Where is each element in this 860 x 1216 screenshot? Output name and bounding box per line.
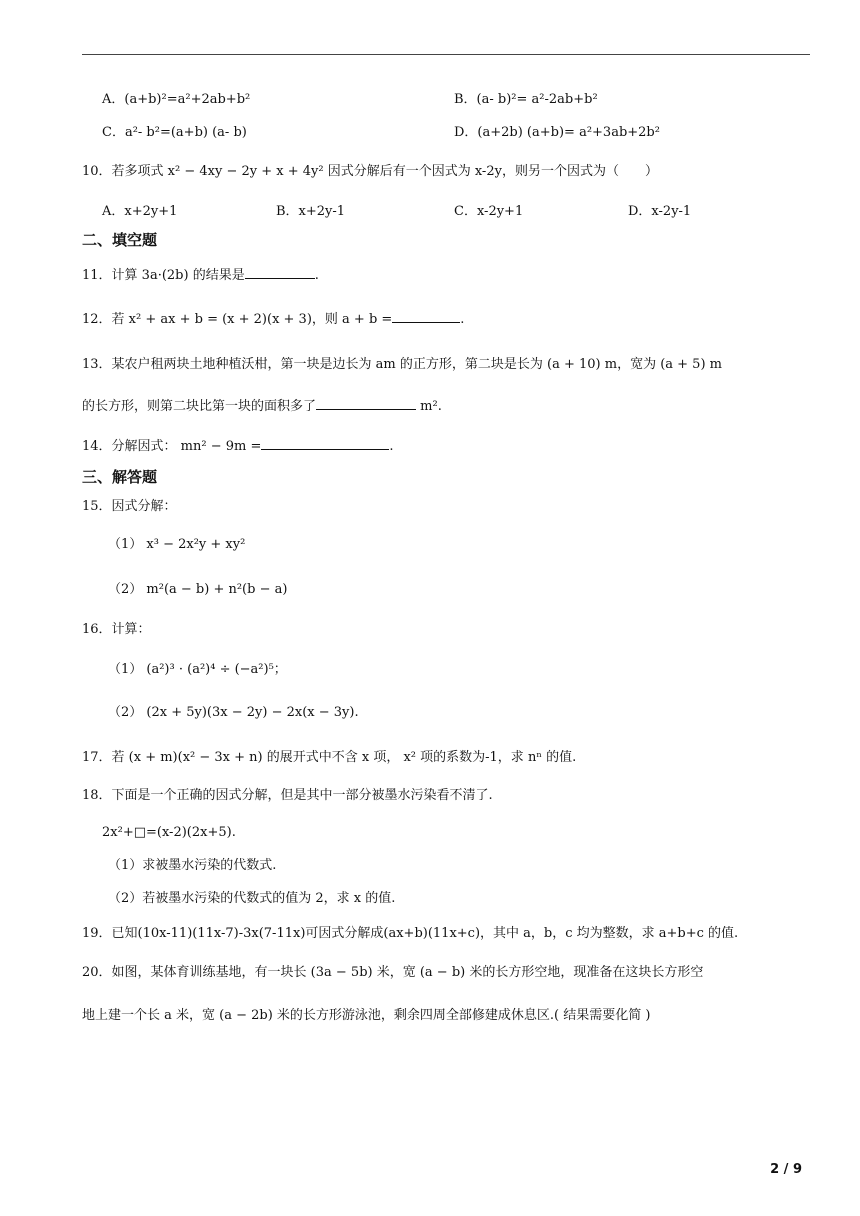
- q10-option-c: C．x-2y+1: [454, 204, 524, 219]
- section-heading-fill-in: 二、填空题: [82, 231, 158, 249]
- header-rule: [82, 54, 810, 55]
- q20-question-line2: 地上建一个长 a 米，宽 (a − 2b) 米的长方形游泳池，剩余四周全部修建成休息区.( 结果需要化简 ): [82, 1008, 651, 1023]
- q19-question: 19．已知(10x-11)(11x-7)-3x(7-11x)可因式分解成(ax+b)(11x+c)，其中 a，b，c 均为整数，求 a+b+c 的值.: [82, 926, 739, 941]
- q14-question: 14．分解因式： mn² − 9m = .: [82, 435, 394, 457]
- q10-option-b: B．x+2y-1: [276, 204, 346, 219]
- section-heading-solve: 三、解答题: [82, 468, 158, 486]
- q20-question-line1: 20．如图，某体育训练基地，有一块长 (3a − 5b) 米，宽 (a − b) 米的长方形空地，现准备在这块长方形空: [82, 965, 704, 980]
- q13-unit: m².: [420, 399, 442, 414]
- q12-answer-blank: [392, 308, 460, 323]
- q9-option-d: D．(a+2b) (a+b)= a²+3ab+2b²: [454, 125, 660, 140]
- q10-question: 10．若多项式 x² − 4xy − 2y + x + 4y² 因式分解后有一个因式为 x-2y，则另一个因式为（ ）: [82, 164, 658, 179]
- q10-option-d: D．x-2y-1: [628, 204, 692, 219]
- q18-equation: 2x²+□=(x-2)(2x+5).: [102, 825, 236, 840]
- q13-answer-blank: [316, 395, 416, 410]
- q18-part2: （2）若被墨水污染的代数式的值为 2，求 x 的值.: [108, 891, 396, 906]
- q15-part2: （2） m²(a − b) + n²(b − a): [108, 582, 288, 597]
- q11-question: 11．计算 3a·(2b) 的结果是 .: [82, 264, 319, 286]
- q13-question-line1: 13．某农户租两块土地种植沃柑，第一块是边长为 am 的正方形，第二块是长为 (a + 10) m，宽为 (a + 5) m: [82, 357, 722, 372]
- q17-question: 17．若 (x + m)(x² − 3x + n) 的展开式中不含 x 项， x² 项的系数为-1，求 nⁿ 的值.: [82, 750, 577, 765]
- q13-question-line2: [82, 395, 442, 417]
- q9-option-c: C．a²- b²=(a+b) (a- b): [102, 125, 247, 140]
- q12-text: 12．若 x² + ax + b = (x + 2)(x + 3)，则 a + b =: [82, 312, 393, 327]
- q11-answer-blank: [245, 264, 315, 279]
- q9-option-b: B．(a- b)²= a²-2ab+b²: [454, 92, 598, 107]
- q16-part1: （1） (a²)³ · (a²)⁴ ÷ (−a²)⁵；: [108, 662, 287, 677]
- q16-question: 16．计算：: [82, 622, 151, 637]
- q10-option-a: A．x+2y+1: [102, 204, 178, 219]
- q16-part2: （2） (2x + 5y)(3x − 2y) − 2x(x − 3y).: [108, 705, 359, 720]
- q14-text: 14．分解因式： mn² − 9m =: [82, 439, 262, 454]
- page-number: 2 / 9: [770, 1162, 802, 1177]
- q14-answer-blank: [261, 435, 389, 450]
- q9-option-a: A．(a+b)²=a²+2ab+b²: [102, 92, 251, 107]
- q15-question: 15．因式分解：: [82, 499, 177, 514]
- q18-question: 18．下面是一个正确的因式分解，但是其中一部分被墨水污染看不清了.: [82, 788, 493, 803]
- q12-question: 12．若 x² + ax + b = (x + 2)(x + 3)，则 a + b = .: [82, 308, 464, 330]
- q11-text: 11．计算 3a·(2b) 的结果是: [82, 268, 245, 283]
- q13-text: 的长方形，则第二块比第一块的面积多了: [82, 399, 317, 414]
- q18-part1: （1）求被墨水污染的代数式.: [108, 858, 277, 873]
- q15-part1: （1） x³ − 2x²y + xy²: [108, 537, 246, 552]
